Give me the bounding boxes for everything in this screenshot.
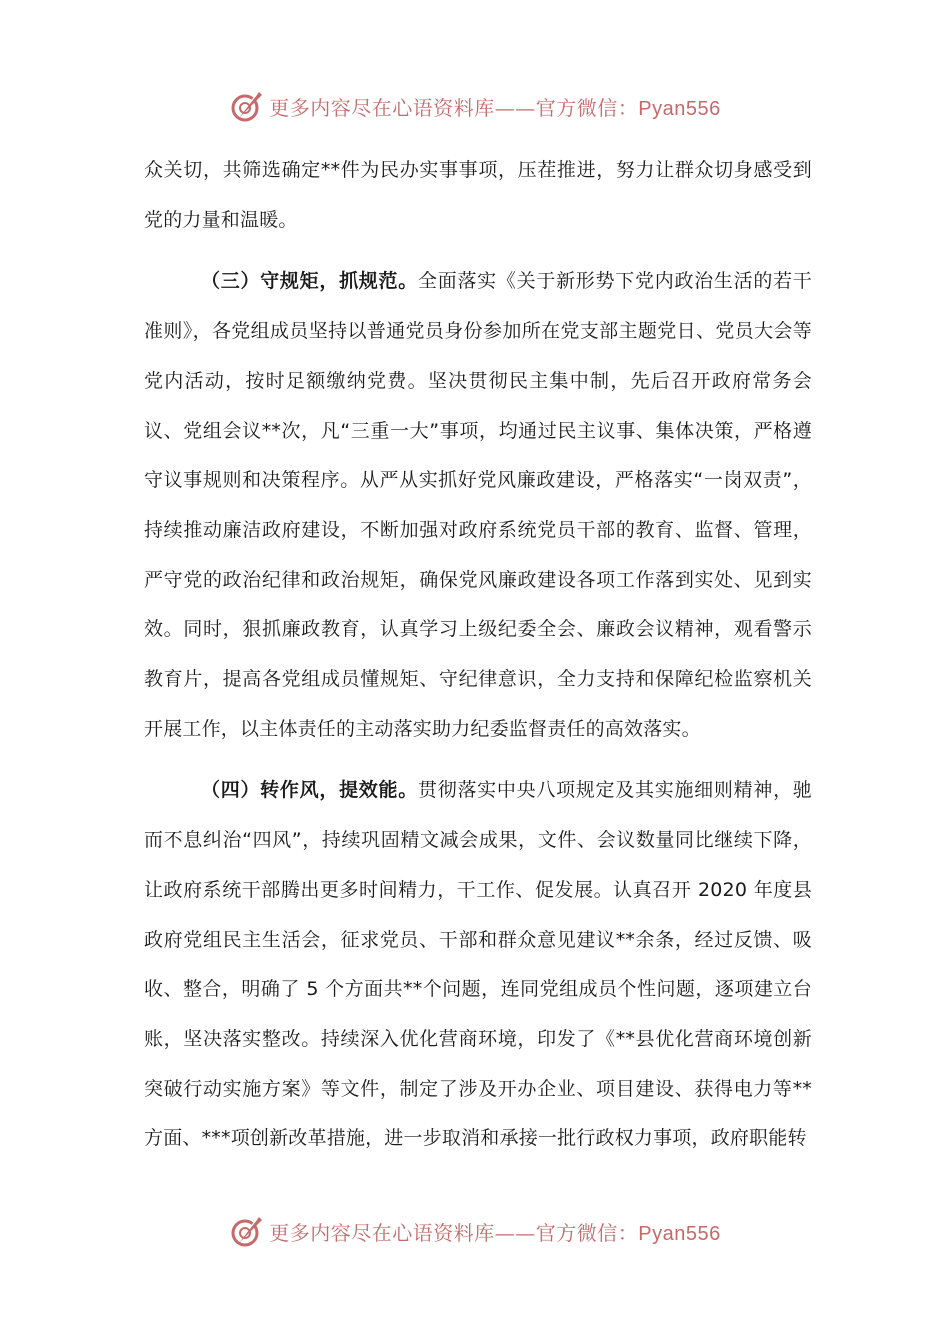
paragraph-3-lead: （四）转作风，提效能。: [201, 779, 418, 802]
header-watermark-text: 更多内容尽在心语资料库——官方微信：Pyan556: [269, 95, 721, 120]
paragraph-2-text: 全面落实《关于新形势下党内政治生活的若干准则》，各党组成员坚持以普通党员身份参加所在党支部主题党日、党员大会等党内活动，按时足额缴纳党费。坚决贯彻民主集中制，先后召开政府常务会议、党组会议**次，凡“三重一大”事项，均通过民主议事、集体决策，严格遵守议事规则和决策程序。从严从实抓好党风廉政建设，严格落实“一岗双责”，持续推动廉洁政府建设，不断加强对政府系统党员干部的教育、监督、管理，严守党的政治纪律和政治规矩，确保党风廉政建设各项工作落到实处、见到实效。同时，狠抓廉政教育，认真学习上级纪委全会、廉政会议精神，观看警示教育片，提高各党组成员懂规矩、守纪律意识，全力支持和保障纪检监察机关开展工作，以主体责任的主动落实助力纪委监督责任的高效落实。: [144, 270, 812, 740]
header-wechat-id: Pyan556: [638, 97, 721, 120]
paragraph-2-lead: （三）守规矩，抓规范。: [201, 270, 418, 293]
footer-watermark-text: 更多内容尽在心语资料库——官方微信：Pyan556: [269, 1220, 721, 1245]
paragraph-2: [144, 257, 812, 754]
paragraph-3-text: 贯彻落实中央八项规定及其实施细则精神，驰而不息纠治“四风”，持续巩固精文减会成果，文件、会议数量同比继续下降，让政府系统干部腾出更多时间精力，干工作、促发展。认真召开 2020 年度县政府党组民主生活会，征求党员、干部和群众意见建议**余条，经过反馈、吸收、整合，明确了 5 个方面共**个问题，连同党组成员个性问题，逐项建立台账，坚决落实整改。持续深入优化营商环境，印发了《**县优化营商环境创新突破行动实施方案》等文件，制定了涉及开办企业、项目建设、获得电力等**方面、***项创新改革措施，进一步取消和承接一批行政权力事项，政府职能转: [144, 779, 812, 1150]
paragraph-3: [144, 766, 812, 1164]
paragraph-1-text: 众关切，共筛选确定**件为民办实事事项，压茬推进，努力让群众切身感受到党的力量和温暖。: [144, 159, 812, 231]
footer-watermark-banner: [0, 1209, 950, 1253]
quill-logo-icon: [229, 88, 265, 124]
quill-logo-icon: [229, 1213, 265, 1249]
footer-wechat-id: Pyan556: [638, 1222, 721, 1245]
document-body: [144, 146, 812, 1164]
header-watermark-banner: [0, 84, 950, 128]
paragraph-1: [144, 146, 812, 245]
